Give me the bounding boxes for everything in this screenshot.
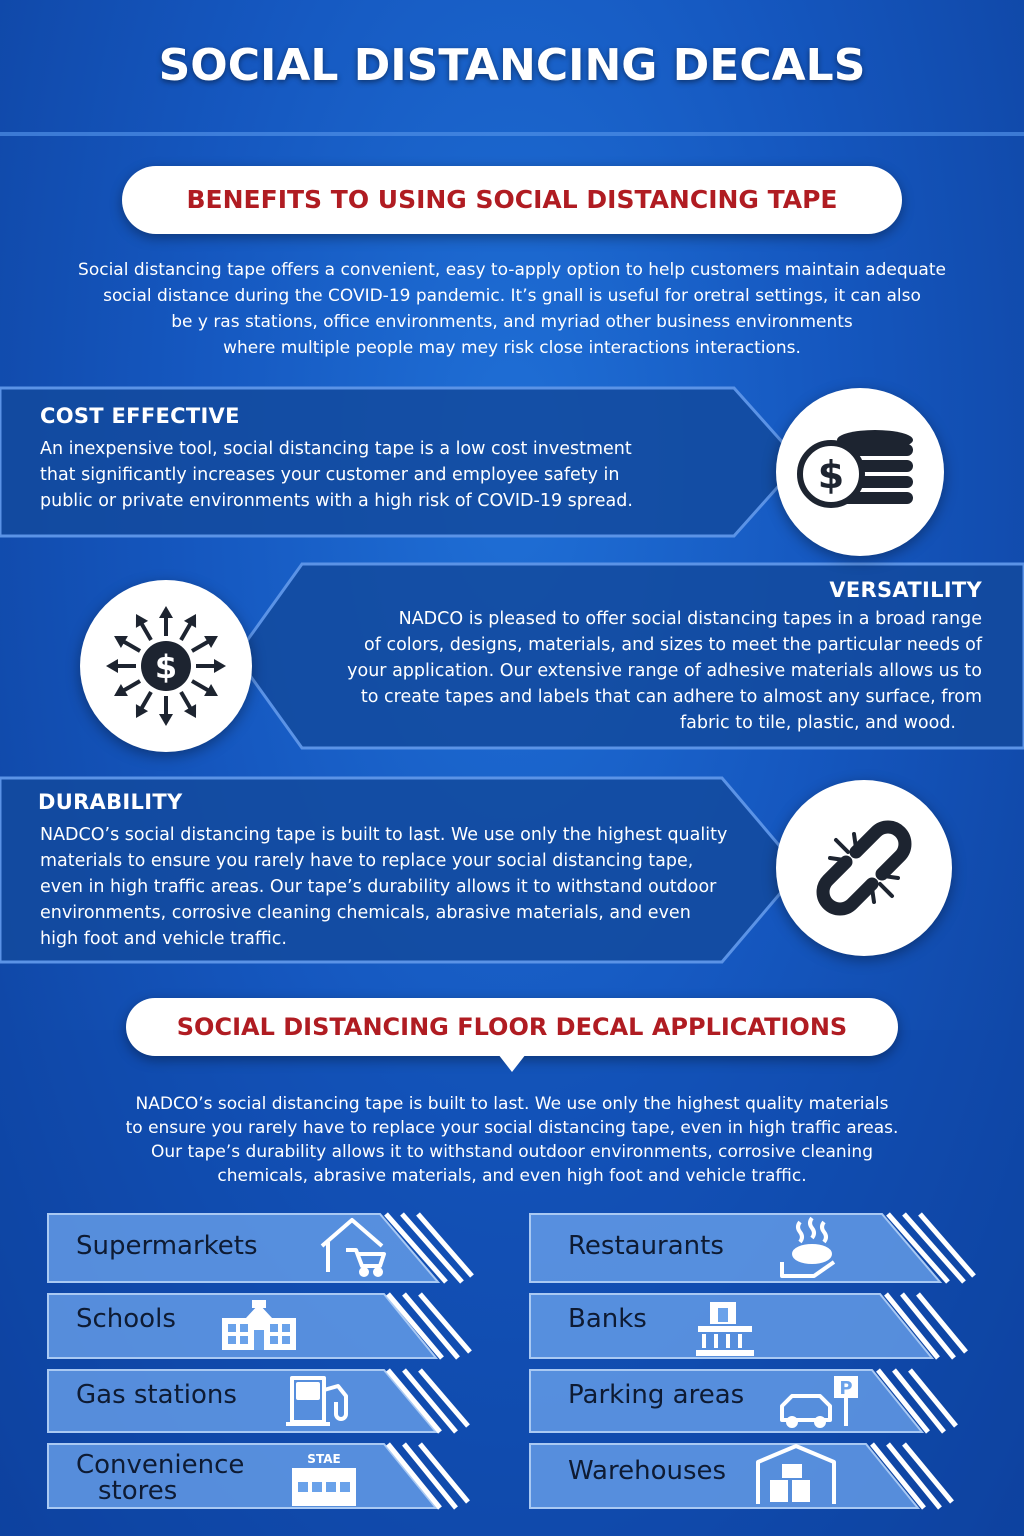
benefits-intro-line: where multiple people may mey risk close interactions interactions.	[223, 338, 801, 358]
app-label-schools: Schools	[76, 1304, 176, 1334]
versatility-line: your application. Our extensive range of adhesive materials allows us to	[347, 661, 982, 681]
durability-heading: DURABILITY	[38, 790, 183, 814]
versatility-heading: VERSATILITY	[829, 578, 982, 602]
applications-intro-line: Our tape’s durability allows it to withstand outdoor environments, corrosive cleaning	[150, 1142, 873, 1162]
page-title: SOCIAL DISTANCING DECALS	[158, 40, 866, 91]
app-label-banks: Banks	[568, 1304, 647, 1334]
applications-heading: SOCIAL DISTANCING FLOOR DECAL APPLICATIONS	[126, 998, 898, 1056]
applications-intro-line: to ensure you rarely have to replace your social distancing tape, even in high traffic areas.	[125, 1118, 899, 1138]
benefits-heading: BENEFITS TO USING SOCIAL DISTANCING TAPE	[122, 166, 902, 234]
cost-line: An inexpensive tool, social distancing tape is a low cost investment	[40, 439, 632, 459]
applications-intro-line: chemicals, abrasive materials, and even high foot and vehicle traffic.	[217, 1166, 807, 1186]
parking-sign: P	[839, 1378, 853, 1399]
benefits-intro-line: social distance during the COVID-19 pandemic. It’s gnall is useful for oretral settings, it can also	[103, 286, 921, 306]
durability-line: environments, corrosive cleaning chemicals, abrasive materials, and even	[40, 903, 691, 923]
app-label-convenience: Convenience	[76, 1450, 245, 1480]
versatility-line: NADCO is pleased to offer social distancing tapes in a broad range	[398, 609, 982, 629]
versatility-line: fabric to tile, plastic, and wood.	[679, 713, 956, 733]
versatility-line: of colors, designs, materials, and sizes to meet the particular needs of	[364, 635, 982, 655]
app-label-supermarkets: Supermarkets	[76, 1231, 258, 1261]
cost-line: that significantly increases your customer and employee safety in	[40, 465, 620, 485]
storefront-sign: STAE	[307, 1452, 341, 1466]
app-label-parking-areas: Parking areas	[568, 1380, 745, 1410]
benefits-intro-line: be y ras stations, office environments, and myriad other business environments	[171, 312, 853, 332]
cost-line: public or private environments with a high risk of COVID-19 spread.	[40, 491, 633, 511]
benefits-intro-line: Social distancing tape offers a convenient, easy to-apply option to help customers maintain adequate	[78, 260, 946, 280]
svg-text:$: $	[817, 453, 845, 497]
app-label-warehouses: Warehouses	[568, 1456, 727, 1486]
app-label-convenience-stores: stores	[98, 1476, 178, 1506]
durability-line: even in high traffic areas. Our tape’s durability allows it to withstand outdoor	[40, 877, 717, 897]
app-label-restaurants: Restaurants	[568, 1231, 724, 1261]
versatility-line: to create tapes and labels that can adhere to almost any surface, from	[360, 687, 982, 707]
svg-text:$: $	[154, 648, 178, 686]
durability-line: high foot and vehicle traffic.	[40, 929, 287, 949]
durability-line: materials to ensure you rarely have to replace your social distancing tape,	[40, 851, 694, 871]
durability-line: NADCO’s social distancing tape is built to last. We use only the highest quality	[40, 825, 728, 845]
app-label-gas-stations: Gas stations	[76, 1380, 237, 1410]
cost-heading: COST EFFECTIVE	[40, 404, 240, 428]
applications-intro-line: NADCO’s social distancing tape is built to last. We use only the highest quality materials	[135, 1094, 889, 1114]
